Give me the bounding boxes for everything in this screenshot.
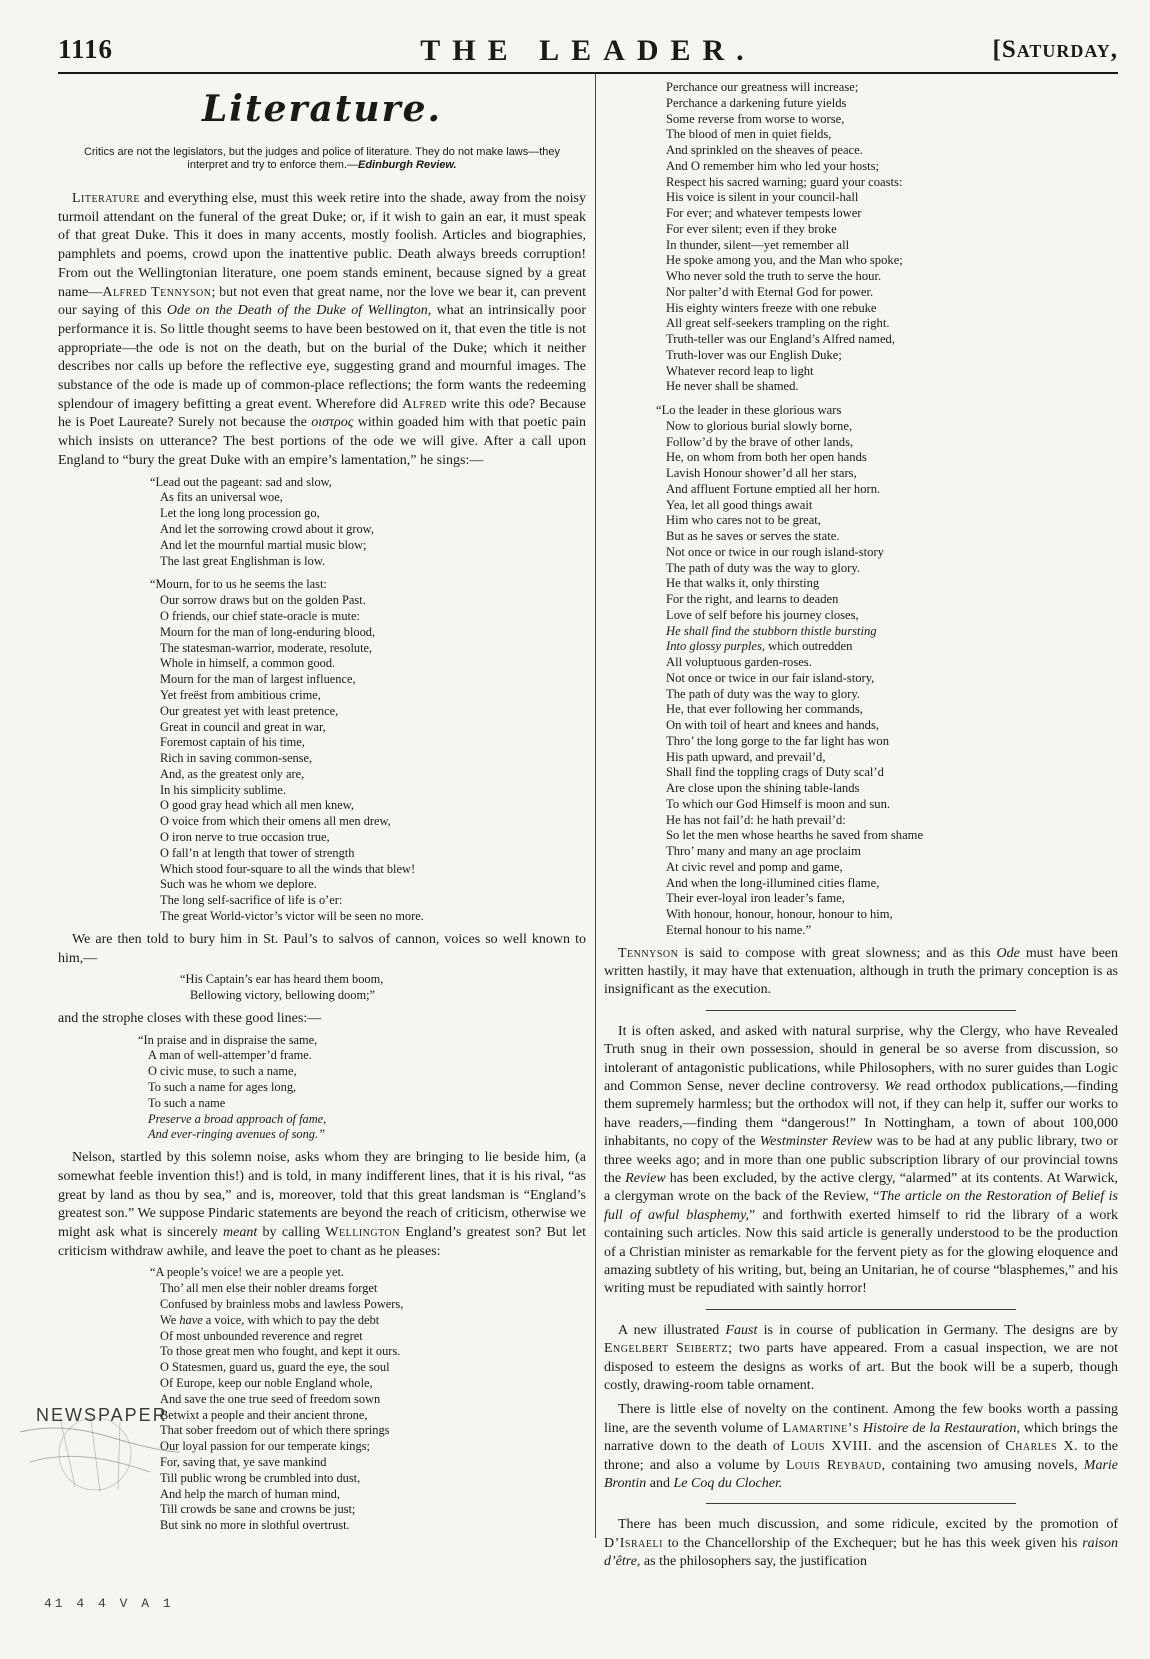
- verse-line: At civic revel and pomp and game,: [666, 859, 843, 874]
- text-run: which brings the narrative down to the death of: [604, 1420, 1118, 1455]
- greek-word: οιστρος: [311, 415, 354, 431]
- verse-line: For ever; and whatever tempests lower: [666, 206, 862, 220]
- poem-title: Ode on the Death of the Duke of Wellington,: [166, 303, 432, 319]
- verse-line: Eternal honour to his name.”: [666, 922, 812, 937]
- verse-line: Him who cares not to be great,: [666, 513, 821, 528]
- verse-line: But as he saves or serves the state.: [666, 529, 840, 543]
- verse-line: Love of self before his journey closes,: [666, 607, 859, 622]
- masthead-rule: [58, 72, 1118, 74]
- verse-line: O good gray head which all men knew,: [160, 798, 354, 813]
- verse-line: Let the long long procession go,: [160, 506, 320, 521]
- verse-line: That sober freedom out of which there springs: [160, 1423, 390, 1438]
- page-number: 1116: [58, 34, 114, 64]
- section-separator: [706, 1503, 1016, 1504]
- text-run: was to be had at any public library, two or three weeks ago; and in more than one public subscription library of our provincial towns the: [604, 1134, 1118, 1186]
- emphasis: Into glossy purples,: [666, 639, 765, 654]
- motto-source: Edinburgh Review.: [357, 159, 457, 171]
- verse-line: Whole in himself, a common good.: [160, 656, 336, 671]
- verse-line: Bellowing victory, bellowing doom;”: [190, 988, 376, 1003]
- verse-line: Lavish Honour shower’d all her stars,: [666, 466, 857, 480]
- verse-line: Tho’ all men else their nobler dreams forget: [160, 1281, 378, 1296]
- verse-line: Yet freëst from ambitious crime,: [160, 687, 321, 702]
- text-run: by calling: [257, 1224, 326, 1240]
- section-heading: Literature.: [201, 88, 443, 130]
- verse-block: [666, 80, 1118, 395]
- verse-line: O civic muse, to such a name,: [148, 1064, 297, 1079]
- lead-word: Tennyson: [618, 945, 679, 961]
- verse-line: O voice from which their omens all men drew,: [160, 814, 391, 829]
- verse-line: Some reverse from worse to worse,: [666, 111, 845, 126]
- verse-line: Betwixt a people and their ancient throne,: [160, 1407, 368, 1422]
- newspaper-title: THE LEADER.: [420, 34, 756, 67]
- text-run: as the philosophers say, the justification: [640, 1554, 867, 1570]
- verse-line: Till public wrong be crumbled into dust,: [160, 1470, 361, 1485]
- text-run: A new illustrated: [618, 1322, 726, 1338]
- book-title: Marie Brontin: [604, 1457, 1119, 1492]
- verse-line: Now to glorious burial slowly borne,: [666, 418, 853, 433]
- verse-line: Mourn for the man of largest influence,: [160, 672, 356, 687]
- author-name: Alfred Tennyson: [102, 284, 212, 300]
- verse-line: All great self-seekers trampling on the right.: [666, 316, 890, 331]
- verse-line: To such a name: [148, 1095, 226, 1110]
- verse-line: [150, 1313, 586, 1329]
- book-title: Le Coq du Clocher.: [673, 1476, 783, 1492]
- verse-line: The great World-victor’s victor will be seen no more.: [160, 909, 424, 924]
- text-run: , containing two amusing novels,: [881, 1457, 1084, 1473]
- text-run: There is little else of novelty on the continent. Among the few books worth a passing line, are the seventh volume of: [604, 1402, 1118, 1436]
- text-run: a voice, with which to pay the debt: [202, 1312, 380, 1327]
- verse-line: And help the march of human mind,: [160, 1486, 340, 1501]
- verse-block: [138, 1033, 586, 1144]
- verse-line: And, as the greatest only are,: [160, 766, 305, 781]
- verse-line: And save the one true seed of freedom sown: [160, 1391, 381, 1406]
- text-run: to the Chancellorship of the Exchequer; but he has this week given his: [662, 1535, 1083, 1551]
- verse-line: All voluptuous garden-roses.: [666, 655, 812, 669]
- verse-line: Which stood four-square to all the winds that blew!: [160, 861, 416, 876]
- text-run: ” and forthwith exerted himself to rid the library of a work containing such articles. Now this said article is generally understood to be the production of a Christian minister as remarkable for the fervent piety as for the glowing eloquence and amazing subtlety of his writing, but, being an Unitarian, he of course “blasphemes,” and his writing must be repudiated with saintly horror!: [604, 1207, 1118, 1297]
- person-name: Engelbert Seibertz: [604, 1341, 729, 1357]
- verse-line: Perchance a darkening future yields: [666, 95, 847, 110]
- verse-line: His path upward, and prevail’d,: [666, 749, 826, 764]
- text-run: has been excluded, by the active clergy, “alarmed” at its contents. At Warwick, a clergyman wrote on the back of the Review, “: [604, 1170, 1119, 1205]
- section-separator: [706, 1010, 1016, 1011]
- verse-line: Such was he whom we deplore.: [160, 877, 317, 892]
- verse-line: He that walks it, only thirsting: [666, 576, 820, 591]
- column-divider: [595, 74, 596, 1538]
- paragraph: We are then told to bury him in St. Paul’s to salvos of cannon, voices so well known to him,—: [58, 931, 586, 966]
- text-run: is said to compose with great slowness; and as this: [678, 945, 997, 961]
- text-run: and everything else, must this week retire into the shade, away from the noisy turmoil attendant on the funeral of the great Duke; or, if it wish to gain an ear, it must speak of that great Duke. This it does in many accents, mostly foolish. Articles and biographies, pamphlets and poems, crowd upon the inattentive public. Death always breeds corruption! From out the Wellingtonian literature, one poem stands eminent, because signed by a great name—: [58, 191, 586, 300]
- verse-line: To such a name for ages long,: [148, 1079, 297, 1094]
- verse-line: And when the long-illumined cities flame,: [666, 875, 880, 890]
- verse-line: On with toil of heart and knees and hands,: [666, 718, 879, 732]
- book-title: Faust: [725, 1322, 758, 1338]
- verse-line: He spoke among you, and the Man who spoke;: [666, 253, 903, 268]
- verse-line: Preserve a broad approach of fame,: [148, 1111, 327, 1126]
- verse-line: O iron nerve to true occasion true,: [160, 830, 330, 845]
- publication-title: Review: [625, 1170, 666, 1186]
- text-run: is in course of publication in Germany. The designs are by: [757, 1322, 1118, 1338]
- verse-line: A man of well-attemper’d frame.: [148, 1048, 312, 1063]
- verse-line: As fits an universal woe,: [160, 490, 283, 505]
- verse-line: But sink no more in slothful overtrust.: [160, 1518, 350, 1533]
- verse-line: In thunder, silent—yet remember all: [666, 237, 850, 252]
- verse-line: Till crowds be sane and crowns be just;: [160, 1502, 356, 1517]
- archive-mark: 41 4 4 V A 1: [44, 1596, 174, 1611]
- verse-line: Our greatest yet with least pretence,: [160, 703, 339, 718]
- verse-line: To those great men who fought, and kept it ours.: [160, 1344, 401, 1359]
- emphasis: Ode: [996, 945, 1020, 961]
- person-name: Lamartine’s: [782, 1420, 860, 1436]
- text-run: write this ode? Because he is Poet Laureate? Surely not because the: [58, 396, 587, 431]
- verse-line: Rich in saving common-sense,: [160, 751, 313, 766]
- verse-line: Are close upon the shining table-lands: [666, 781, 860, 795]
- verse-line: Truth-teller was our England’s Alfred named,: [666, 332, 895, 346]
- verse-line: Their ever-loyal iron leader’s fame,: [666, 891, 845, 906]
- verse-line: “Mourn, for to us he seems the last:: [150, 577, 327, 592]
- person-name: Louis XVIII.: [790, 1439, 873, 1455]
- emphasis: raison d’être,: [604, 1535, 1118, 1570]
- person-name: Wellington: [325, 1224, 400, 1240]
- text-run: ; but not even that great name, nor the love we bear it, can prevent our saying of this: [58, 284, 586, 319]
- verse-line: And let the sorrowing crowd about it grow,: [160, 521, 374, 536]
- text-run: to the throne; and also a volume by: [604, 1439, 1119, 1473]
- text-run: and the ascension of: [872, 1439, 1006, 1455]
- verse-line: And affluent Fortune emptied all her horn.: [666, 481, 881, 496]
- text-run: ; two parts have appeared. From a casual inspection, we are not disposed to esteem the designs as works of art. But the book will be a superb, though costly, drawing-room table ornament.: [604, 1341, 1118, 1394]
- stamp-label: NEWSPAPER: [36, 1405, 168, 1425]
- verse-block: [180, 972, 586, 1004]
- verse-line: The long self-sacrifice of life is o’er:: [160, 893, 343, 908]
- verse-line: Respect his sacred warning; guard your coasts:: [666, 174, 903, 189]
- author-name: Alfred: [402, 396, 447, 412]
- emphasis: We: [884, 1078, 902, 1094]
- verse-line: Whatever record leap to light: [666, 363, 814, 378]
- paragraph: [604, 945, 1118, 1000]
- verse-line: Shall find the toppling crags of Duty scal’d: [666, 765, 884, 780]
- masthead: [58, 34, 1118, 74]
- verse-line: His voice is silent in your council-hall: [666, 190, 859, 205]
- issue-day: [Saturday,: [992, 36, 1118, 63]
- verse-line: Mourn for the man of long-enduring blood,: [160, 624, 376, 639]
- publication-title: Westminster Review: [759, 1134, 873, 1150]
- text-run: which outredden: [765, 639, 853, 654]
- verse-line: Thro’ many and many an age proclaim: [666, 844, 861, 858]
- verse-line: He shall find the stubborn thistle bursting: [666, 623, 877, 638]
- verse-line: Perchance our greatness will increase;: [666, 80, 859, 94]
- paragraph: [58, 1149, 586, 1261]
- left-column: [58, 80, 586, 1540]
- verse-line: O fall’n at length that tower of strength: [160, 845, 355, 860]
- person-name: Charles X.: [1005, 1439, 1079, 1455]
- text-run: It is often asked, and asked with natural surprise, why the Clergy, who have Revealed Truth snug in their own possession, should in general be so averse from discussion, so intolerant of antagonistic publications, while Philosophers, with no surer guides than Logic and Common Sense, never decline controversy.: [604, 1023, 1118, 1094]
- text-run: There has been much discussion, and some ridicule, excited by the promotion of: [618, 1517, 1118, 1533]
- verse-line: Thro’ the long gorge to the far light has won: [666, 733, 890, 748]
- person-name: Louis Reybaud: [785, 1457, 882, 1473]
- paragraph: [58, 190, 586, 471]
- section-motto: [58, 146, 586, 172]
- verse-line: Of most unbounded reverence and regret: [160, 1328, 363, 1343]
- verse-line: “His Captain’s ear has heard them boom,: [180, 972, 384, 987]
- text-run: and: [646, 1476, 674, 1492]
- verse-line: He, that ever following her commands,: [666, 702, 863, 717]
- verse-line: Our loyal passion for our temperate kings;: [160, 1439, 370, 1454]
- verse-block: [150, 577, 586, 925]
- paragraph: [604, 1322, 1118, 1396]
- verse-line: Of Europe, keep our noble England whole,: [160, 1375, 373, 1390]
- emphasis: meant: [223, 1224, 258, 1240]
- verse-line: His eighty winters freeze with one rebuke: [666, 300, 877, 315]
- verse-line: The last great Englishman is low.: [160, 553, 326, 568]
- verse-line: “Lead out the pageant: sad and slow,: [150, 474, 332, 489]
- paragraph: and the strophe closes with these good lines:—: [58, 1010, 322, 1026]
- verse-line: With honour, honour, honour, honour to him,: [666, 907, 893, 921]
- verse-line: And let the mournful martial music blow;: [160, 537, 367, 552]
- verse-line: And ever-ringing avenues of song.”: [148, 1127, 325, 1142]
- verse-line: He never shall be shamed.: [666, 379, 799, 394]
- verse-line: Follow’d by the brave of other lands,: [666, 434, 854, 449]
- motto-text: Critics are not the legislators, but the judges and police of literature. They do not make laws—they interpret and try to enforce them.—: [83, 146, 561, 171]
- verse-line: He has not fail’d: he hath prevail’d:: [666, 812, 846, 827]
- verse-line: And sprinkled on the sheaves of peace.: [666, 143, 863, 157]
- book-title: Histoire de la Restauration,: [859, 1420, 1020, 1436]
- person-name: D’Israeli: [604, 1535, 663, 1551]
- text-run: England’s greatest son? But let criticism withdraw awhile, and leave the poet to chant as he pleases:: [58, 1224, 586, 1259]
- text-run: within goaded him with that poetic pain which insists on utterance? The best portions of the ode we will give. After a call upon England to “bury the great Duke with an empire’s lamentation,” he sings:—: [58, 415, 586, 468]
- text-run: We: [160, 1312, 180, 1327]
- verse-line: The path of duty was the way to glory.: [666, 560, 860, 575]
- verse-line: For, saving that, ye save mankind: [160, 1454, 327, 1469]
- paragraph: [604, 1516, 1118, 1571]
- verse-block: [656, 403, 1118, 939]
- verse-line: O friends, our chief state-oracle is mute:: [160, 608, 360, 623]
- verse-line: The statesman-warrior, moderate, resolute,: [160, 640, 373, 655]
- verse-line: To which our God Himself is moon and sun.: [666, 796, 891, 811]
- text-run: read orthodox publications,—finding them supremely harmless; but the orthodox will not, if they can help it, suffer our works to have readers,—finding them “dangerous!” In Nottingham, a town of about 100,000 inhabitants, no copy of the: [604, 1078, 1118, 1150]
- verse-line: Who never sold the truth to serve the hour.: [666, 269, 882, 283]
- verse-line: [656, 639, 1118, 655]
- verse-line: For the right, and learns to deaden: [666, 592, 839, 606]
- paragraph: [604, 1401, 1118, 1493]
- verse-line: He, on whom from both her open hands: [666, 450, 867, 465]
- verse-line: Confused by brainless mobs and lawless Powers,: [160, 1296, 404, 1311]
- paragraph: [604, 1023, 1118, 1299]
- verse-block: [150, 1265, 586, 1534]
- verse-line: “In praise and in dispraise the same,: [138, 1032, 318, 1047]
- verse-line: The blood of men in quiet fields,: [666, 127, 832, 142]
- verse-line: Great in council and great in war,: [160, 719, 326, 734]
- text-run: what an intrinsically poor performance it is. So little thought seems to have been bestowed on it, that even the title is not appropriate—the ode is not on the death, but on the burial of the Duke; which it neither describes nor calls up before the reflective eye, suggesting grand and mournful images. The substance of the ode is made up of common-place reflections; the form wants the redeeming splendour of imagery befitting a great event. Wherefore did: [58, 303, 587, 412]
- verse-line: In his simplicity sublime.: [160, 782, 286, 797]
- quoted-note: The article on the Restoration of Belief is full of awful blasphemy,: [604, 1189, 1118, 1223]
- verse-line: Foremost captain of his time,: [160, 735, 305, 750]
- text-run: Nelson, startled by this solemn noise, asks whom they are bringing to lie beside him, (a somewhat feeble invention this!) and is told, in many indifferent lines, that it is his rival, “as great by land as thou by sea,” and is, moreover, told that this great landsman is “England’s greatest son.” We suppose Pindaric statements are beyond the reach of criticism, otherwise we might ask what is sincerely: [58, 1150, 586, 1240]
- verse-line: And O remember him who led your hosts;: [666, 158, 880, 173]
- verse-line: O Statesmen, guard us, guard the eye, the soul: [160, 1360, 390, 1375]
- section-separator: [706, 1309, 1016, 1310]
- text-run: must have been written hastily, it may have that extenuation, although in truth the primary conception is as insignificant as the execution.: [604, 945, 1118, 998]
- verse-line: “A people’s voice! we are a people yet.: [150, 1265, 345, 1280]
- verse-line: For ever silent; even if they broke: [666, 221, 837, 236]
- verse-line: Nor palter’d with Eternal God for power.: [666, 284, 874, 299]
- verse-line: Not once or twice in our rough island-story: [666, 544, 884, 559]
- verse-block: [150, 475, 586, 570]
- verse-line: “Lo the leader in these glorious wars: [656, 403, 842, 417]
- verse-line: Yea, let all good things await: [666, 497, 813, 512]
- verse-line: Our sorrow draws but on the golden Past.: [160, 593, 366, 608]
- verse-line: Truth-lover was our English Duke;: [666, 347, 842, 362]
- verse-line: Not once or twice in our fair island-story,: [666, 670, 875, 685]
- lead-word: Literature: [72, 191, 140, 206]
- verse-line: So let the men whose hearths he saved from shame: [666, 828, 924, 843]
- emphasis: have: [179, 1312, 203, 1327]
- verse-line: The path of duty was the way to glory.: [666, 686, 860, 701]
- right-column: [604, 80, 1119, 1570]
